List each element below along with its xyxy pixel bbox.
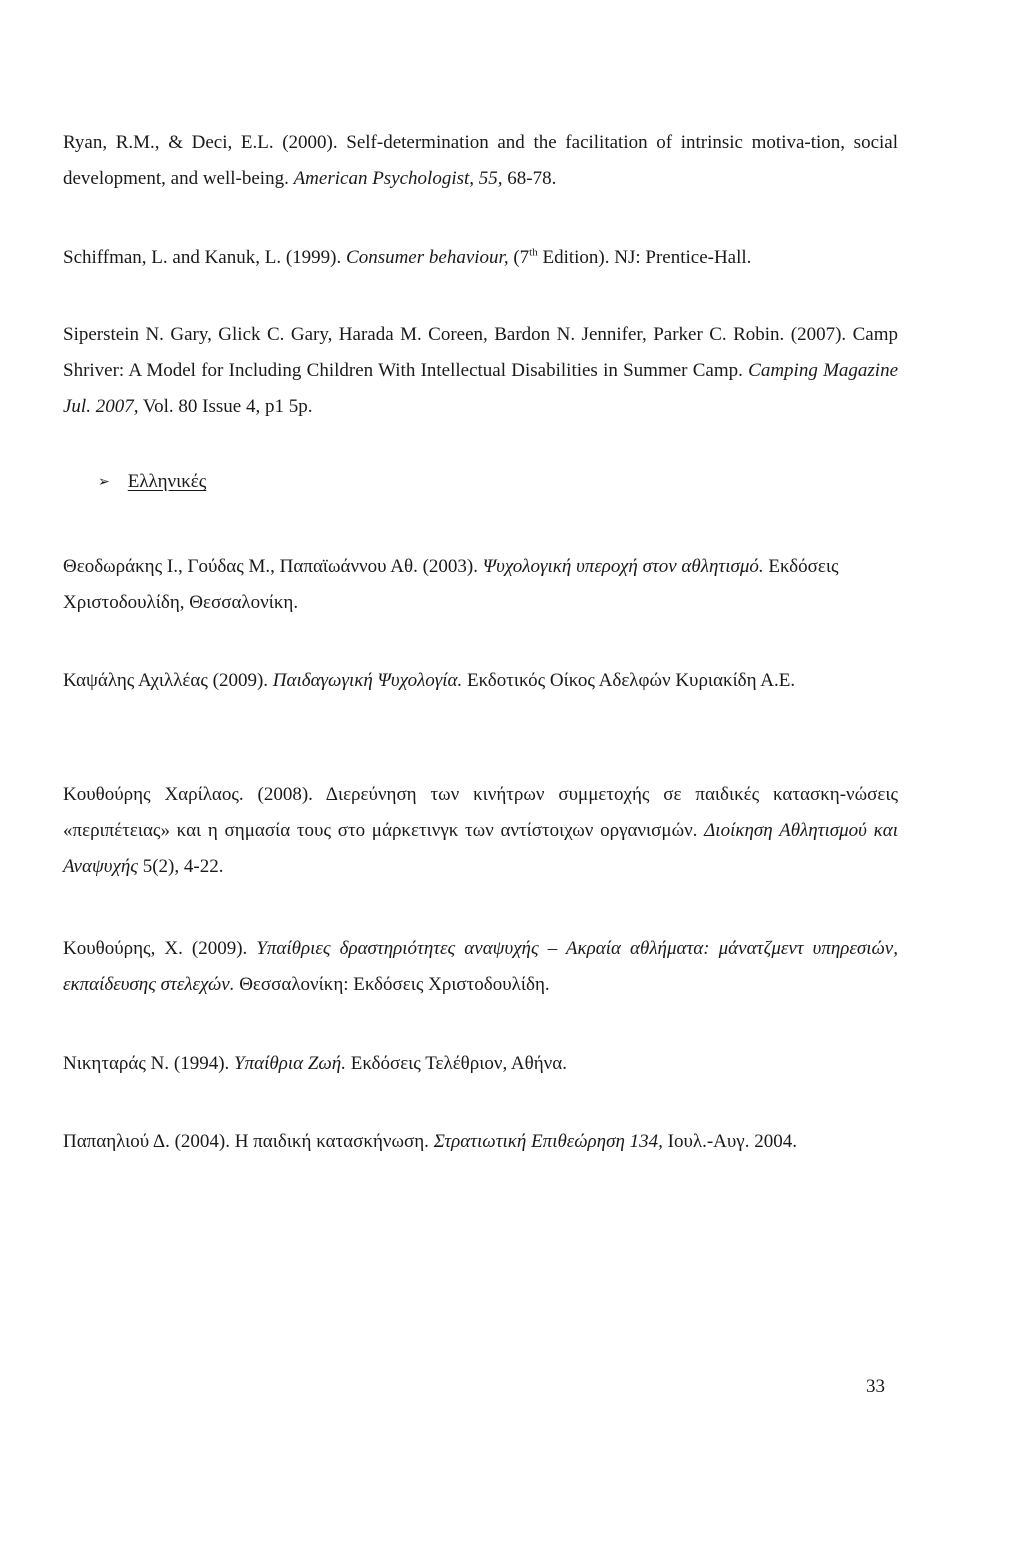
- reference-siperstein: [63, 317, 898, 425]
- reference-ryan-deci: [63, 125, 898, 197]
- reference-text: Ryan, R.M., & Deci, E.L. (2000). Self-determination and the facilitation of intrinsic motiva-tion, social development, and well-being.: [63, 132, 898, 189]
- section-heading: [98, 468, 206, 496]
- reference-theodorakis: [63, 549, 898, 621]
- reference-papailiou: [63, 1124, 898, 1160]
- reference-journal: Στρατιωτική Επιθεώρηση 134,: [433, 1131, 663, 1152]
- reference-kouthouris-2008: [63, 777, 898, 885]
- reference-text: Κουθούρης Χαρίλαος. (2008). Διερεύνηση των κινήτρων συμμετοχής σε παιδικές κατασκη-νώσεις «περιπέτειας» και η σημασία τους στο μάρκετινγκ των αντίστοιχων οργανισμών.: [63, 784, 898, 841]
- reference-title: Παιδαγωγική Ψυχολογία.: [272, 670, 463, 691]
- reference-text: Παπαηλιού Δ. (2004). Η παιδική κατασκήνωση.: [63, 1131, 434, 1152]
- reference-text: Edition). NJ: Prentice-Hall.: [537, 247, 752, 268]
- reference-title: Ψυχολογική υπεροχή στον αθλητισμό.: [482, 556, 764, 577]
- reference-text: Εκδοτικός Οίκος Αδελφών Κυριακίδη Α.Ε.: [462, 670, 796, 691]
- reference-text: Νικηταράς Ν. (1994).: [63, 1053, 235, 1074]
- reference-journal: Διοίκηση Αθλητισμού και Αναψυχής: [63, 820, 898, 877]
- reference-kouthouris-2009: [63, 931, 898, 1003]
- reference-text: Vol. 80 Issue 4, p1 5p.: [138, 396, 313, 417]
- reference-text: Κουθούρης, Χ. (2009).: [63, 938, 257, 959]
- reference-title: Υπαίθριες δραστηριότητες αναψυχής – Ακραία αθλήματα: μάνατζμεντ υπηρεσιών, εκπαίδευσης στελεχών.: [63, 938, 898, 995]
- reference-kapsalis: [63, 663, 898, 699]
- reference-text: Ιουλ.-Αυγ. 2004.: [662, 1131, 797, 1152]
- reference-text: Εκδόσεις Χριστοδουλίδη, Θεσσαλονίκη.: [63, 556, 839, 613]
- reference-schiffman-kanuk: [63, 240, 898, 276]
- reference-superscript: th: [529, 246, 538, 259]
- reference-title: Υπαίθρια Ζωή.: [234, 1053, 346, 1074]
- reference-text: Siperstein N. Gary, Glick C. Gary, Harada M. Coreen, Bardon N. Jennifer, Parker C. Robin. (2007). Camp Shriver: A Model for Including Children With Intellectual Disabilities in Summer Camp.: [63, 324, 898, 381]
- reference-text: Θεοδωράκης Ι., Γούδας Μ., Παπαϊωάννου Αθ. (2003).: [63, 556, 483, 577]
- reference-journal: American Psychologist, 55,: [293, 168, 503, 189]
- reference-text: Εκδόσεις Τελέθριον, Αθήνα.: [345, 1053, 567, 1074]
- reference-text: (7: [508, 247, 530, 268]
- reference-text: 5(2), 4-22.: [137, 856, 224, 877]
- reference-text: Καψάλης Αχιλλέας (2009).: [63, 670, 273, 691]
- page-number: 33: [866, 1376, 885, 1397]
- reference-nikitaras: [63, 1046, 898, 1082]
- reference-journal: Camping Magazine Jul. 2007,: [63, 360, 899, 417]
- section-heading-label: Ελληνικές: [127, 471, 207, 492]
- reference-text: Θεσσαλονίκη: Εκδόσεις Χριστοδουλίδη.: [234, 974, 550, 995]
- reference-text: 68-78.: [502, 168, 557, 189]
- reference-title: Consumer behaviour,: [346, 247, 509, 268]
- arrow-bullet-icon: ➢: [98, 474, 110, 490]
- reference-text: Schiffman, L. and Kanuk, L. (1999).: [63, 247, 347, 268]
